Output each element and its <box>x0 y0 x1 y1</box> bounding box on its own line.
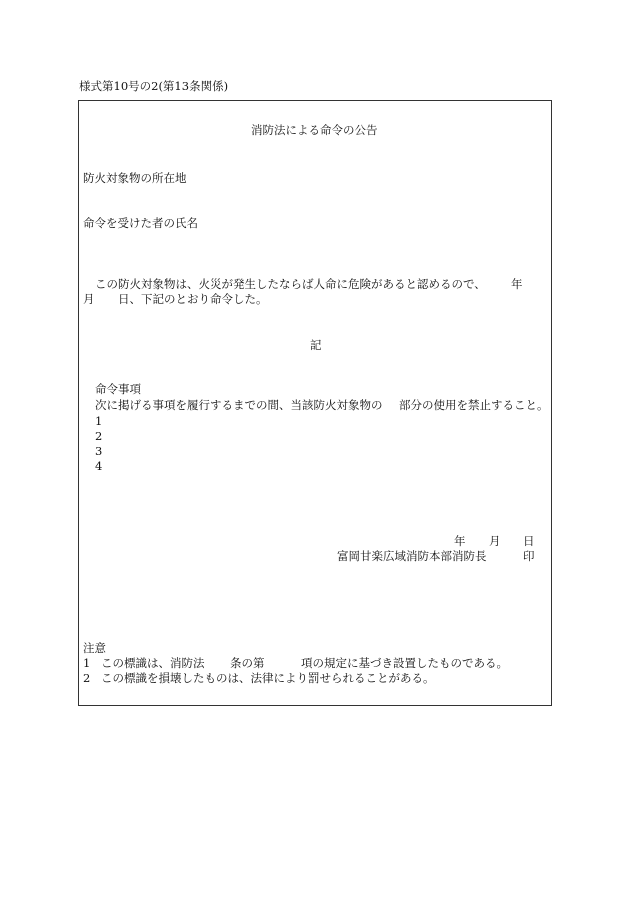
note-1-part1: この標識は、消防法 <box>101 656 205 670</box>
body-line-2: 日、下記のとおり命令した。 <box>118 292 268 306</box>
order-item-4: 4 <box>95 459 103 473</box>
order-text-part2: 部分の使用を禁止すること。 <box>399 398 549 412</box>
body-year-label: 年 <box>511 277 523 291</box>
order-item-3: 3 <box>95 444 103 458</box>
notes-heading: 注意 <box>83 641 106 655</box>
order-text-part1: 次に掲げる事項を履行するまでの間、当該防火対象物の <box>95 398 383 412</box>
note-1-part2: 条の第 <box>230 656 265 670</box>
ki-heading: 記 <box>310 338 322 352</box>
note-1-part3: 項の規定に基づき設置したものである。 <box>301 656 508 670</box>
form-number-label: 様式第10号の2(第13条関係) <box>79 79 229 93</box>
body-line-1: この防火対象物は、火災が発生したならば人命に危険があると認めるので、 <box>95 277 486 291</box>
note-2-number: 2 <box>83 671 91 685</box>
note-2-text: この標識を損壊したものは、法律により罰せられることがある。 <box>101 671 435 685</box>
location-label: 防火対象物の所在地 <box>83 171 187 185</box>
date-day: 日 <box>523 534 535 548</box>
order-heading: 命令事項 <box>95 382 141 396</box>
notice-title: 消防法による命令の公告 <box>251 123 378 137</box>
recipient-name-label: 命令を受けた者の氏名 <box>83 216 198 230</box>
order-item-2: 2 <box>95 429 103 443</box>
note-1-number: 1 <box>83 656 91 670</box>
issuer-seal: 印 <box>523 549 535 563</box>
date-year: 年 <box>454 534 466 548</box>
body-month-label: 月 <box>83 292 95 306</box>
date-month: 月 <box>489 534 501 548</box>
order-item-1: 1 <box>95 414 103 428</box>
issuer-name: 富岡甘楽広域消防本部消防長 <box>337 549 487 563</box>
